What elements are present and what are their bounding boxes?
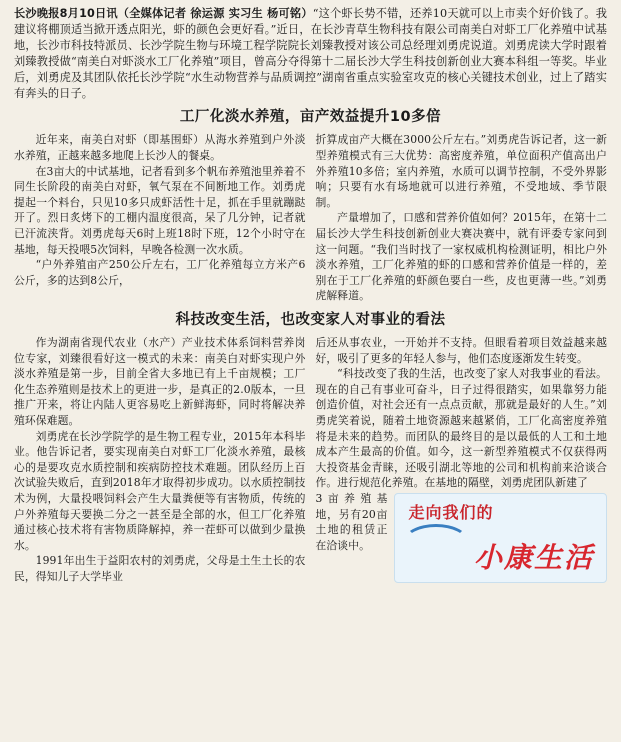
section2-columns [14,335,607,585]
paragraph: 产量增加了，口感和营养价值如何？2015年，在第十二届长沙大学生科技创新创业大赛决赛中，就有评委专家问到这一问题。“我们当时找了一家权威机构检测证明，相比户外淡水养殖，工厂化养殖的虾的口感和营养价值是一样的，差别在于工厂化养殖的虾颜色要白一些，皮也更薄一些。”刘勇虎解释道。 [315,211,607,303]
paragraph: 作为湖南省现代农业（水产）产业技术体系饲料营养岗位专家，刘臻很看好这一模式的未来：南美白对虾实现户外淡水养殖是第一步，目前全省大多地已有上千亩规模；工厂化生态养殖则是技术上的更进一步，是真正的2.0版本，一旦推广开来，将让内陆人更容易吃上新鲜海虾，同时将解决养殖环保难题。 [14,335,306,427]
section1-columns [14,132,607,304]
section1-right-column [316,132,608,304]
arc-ornament-icon [403,524,469,560]
xiaokang-logo [394,493,608,583]
section2-right-column [316,335,608,585]
logo-bottom-text: 小康生活 [473,540,594,574]
paragraph: 1991年出生于益阳农村的刘勇虎，父母是土生土长的农民，得知儿子大学毕业 [14,554,306,583]
paragraph: “户外养殖亩产250公斤左右，工厂化养殖每立方米产6公斤，多的达到8公斤， [14,258,306,287]
paragraph: “科技改变了我的生活，也改变了家人对我事业的看法。现在的自己有事业可奋斗，日子过得很踏实，如果靠努力能创造价值，对社会还有一点点贡献，那就是最好的人生。”刘勇虎笑着说，随着土地资源越来越紧俏，工厂化高密度养殖将是未来的趋势。而团队的最终目的是以最低的人工和土地成本产生最高的价值。如今，这一新型养殖模式不仅获得两大投资基金青睐，还吸引湖北等地的公司和机构前来洽谈合作。进行规范化养殖。在基地的隔壁，刘勇虎团队新建了 [315,367,607,490]
intro-text: “这个虾长势不错，还养10天就可以上市卖个好价钱了。我建议将棚顶适当掀开透点阳光，虾的颜色会更好看。”近日，在长沙青草生物科技有限公司南美白对虾工厂化养殖中试基地，长沙市科技特派员、长沙学院生物与环境工程学院院长刘臻教授对该公司总经理刘勇虎说道。刘勇虎读大学时跟着刘臻教授做“南美白对虾淡水工厂化养殖”项目，曾高分夺得第十二届长沙大学生科技创新创业大赛本科组一等奖。毕业后，刘勇虎及其团队依托长沙学院“水生动物营养与品质调控”湖南省重点实验室攻克的核心关键技术创业，过上了踏实有奔头的日子。 [14,7,607,100]
section2-heading: 科技改变生活，也改变家人对事业的看法 [175,311,446,328]
section1-left-column [14,132,306,304]
badge-row [316,491,608,583]
paragraph: 在3亩大的中试基地，记者看到多个帆布养殖池里养着不同生长阶段的南美白对虾，氧气泵在不间断地工作。刘勇虎提起一个料台，只见10多只成虾活性十足，抓在手里就蹦跶开了。烈日炙烤下的工棚内温度很高，呆了几分钟，记者就已汗流浃背。刘勇虎每天6时上班18时下班，12个小时守在基地，每天投喂5次饲料，早晚各检测一次水质。 [14,164,306,256]
section2-left-column [14,335,306,585]
paragraph: 刘勇虎在长沙学院学的是生物工程专业，2015年本科毕业。他告诉记者，要实现南美白对虾工厂化淡水养殖，最核心的是要攻克水质控制和疾病防控技术难题。团队经历上百次试验失败后，直到2018年才取得初步成功。以水质控制技术为例，大量投喂饲料会产生大量粪便等有害物质，传统的户外养殖每天要换二分之一甚至是全部的水，但工厂化养殖通过核心技术将有害物质降解掉，养一茬虾可以做到少量换水。 [14,429,306,552]
logo-top-text: 走向我们的 [408,502,494,522]
paragraph: 3亩养殖基地，另有20亩土地的租赁正在洽谈中。 [315,491,388,552]
paragraph: 近年来，南美白对虾（即基围虾）从海水养殖到户外淡水养殖，正越来越多地爬上长沙人的餐桌。 [14,133,306,163]
dateline: 长沙晚报8月10日讯（全媒体记者 徐运源 实习生 杨可铭） [14,7,313,20]
section1-heading: 工厂化淡水养殖，亩产效益提升10多倍 [179,109,442,126]
paragraph: 折算成亩产大概在3000公斤左右。”刘勇虎告诉记者，这一新型养殖模式有三大优势：高密度养殖，单位面积产值高出户外养殖10多倍；室内养殖，水质可以调节控制，不受外界影响；只要有水有场地就可以进行养殖，不受地域、季节限制。 [315,133,607,209]
paragraph: 后还从事农业，一开始并不支持。但眼看着项目效益越来越好，吸引了更多的年轻人参与，他们态度逐渐发生转变。 [315,335,607,365]
intro-paragraph [14,6,607,101]
